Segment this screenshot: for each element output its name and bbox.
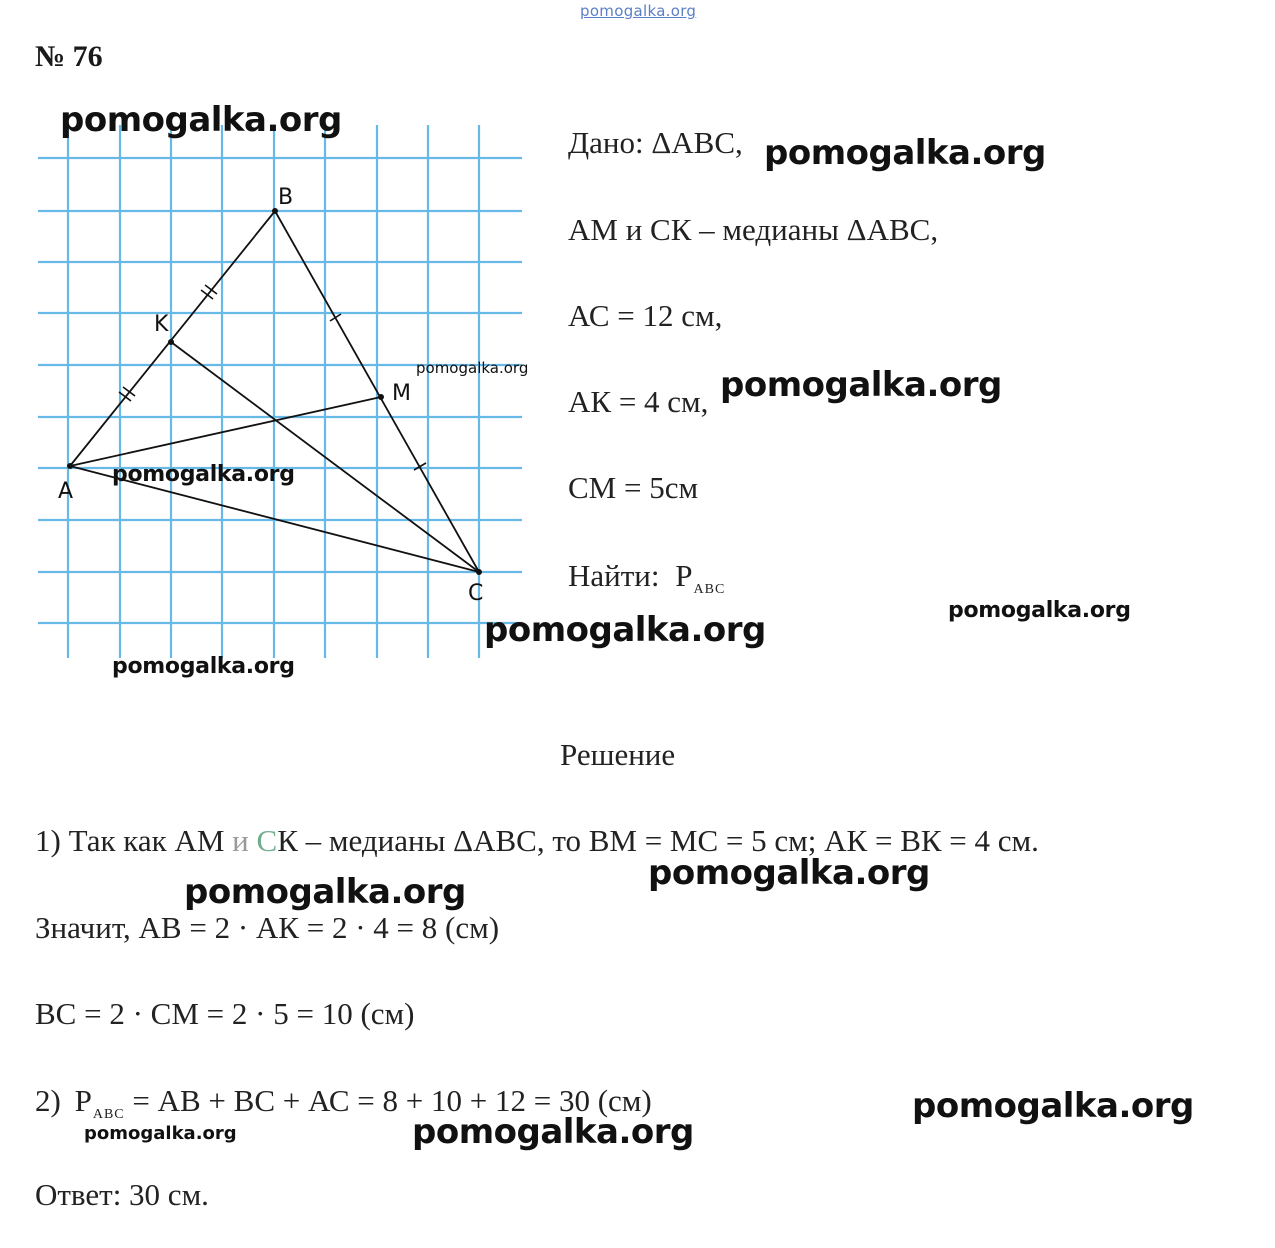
label-a: A xyxy=(58,479,74,504)
solution-line-3: ВС = 2 · СМ = 2 · 5 = 10 (см) xyxy=(35,996,415,1031)
label-c: C xyxy=(468,581,484,606)
solution-heading: Решение xyxy=(560,737,676,772)
given-line-1: Дано: ΔАВС, xyxy=(568,125,743,160)
given-line-4: АК = 4 см, xyxy=(568,384,709,419)
given-line-3: АС = 12 см, xyxy=(568,298,723,333)
step1-part-e: – медианы ΔАВС, то ВМ = МС = 5 см; АК = ВК = 4 см. xyxy=(297,823,1039,858)
watermark: pomogalka.org xyxy=(912,1086,1194,1126)
step1-part-b: и xyxy=(232,823,249,858)
watermark: pomogalka.org xyxy=(948,598,1131,623)
watermark: pomogalka.org xyxy=(84,1123,237,1144)
step2-prefix: 2) xyxy=(35,1083,61,1118)
watermark: pomogalka.org xyxy=(720,365,1002,405)
step2-p: P xyxy=(74,1083,92,1118)
step2-subscript: ABC xyxy=(92,1107,125,1122)
step1-part-d: К xyxy=(277,823,298,858)
given-line-2: АМ и СК – медианы ΔАВС, xyxy=(568,212,939,247)
given-line-5: СМ = 5см xyxy=(568,470,699,505)
step1-part-c: С xyxy=(256,823,278,858)
watermark: pomogalka.org xyxy=(112,654,295,679)
find-subscript: ABC xyxy=(693,582,726,597)
label-m: M xyxy=(392,381,411,406)
answer: Ответ: 30 см. xyxy=(35,1177,209,1212)
step1-part-a: 1) Так как АМ xyxy=(35,823,233,858)
top-watermark-link[interactable]: pomogalka.org xyxy=(580,2,697,20)
solution-line-2: Значит, АВ = 2 · АК = 2 · 4 = 8 (см) xyxy=(35,910,500,945)
find-p: P xyxy=(675,558,693,593)
watermark: pomogalka.org xyxy=(484,610,766,650)
watermark: pomogalka.org xyxy=(112,462,295,487)
given-find xyxy=(568,558,725,598)
watermark: pomogalka.org xyxy=(764,133,1046,173)
label-b: B xyxy=(278,185,294,210)
label-k: K xyxy=(154,312,169,337)
watermark: pomogalka.org xyxy=(648,853,930,893)
watermark: pomogalka.org xyxy=(184,872,466,912)
problem-number: № 76 xyxy=(35,40,103,73)
step2-rest: = АВ + ВС + АС = 8 + 10 + 12 = 30 (см) xyxy=(124,1083,652,1118)
find-label: Найти: xyxy=(568,558,660,593)
watermark: pomogalka.org xyxy=(412,1112,694,1152)
watermark: pomogalka.org xyxy=(416,359,529,377)
watermark: pomogalka.org xyxy=(60,100,342,140)
